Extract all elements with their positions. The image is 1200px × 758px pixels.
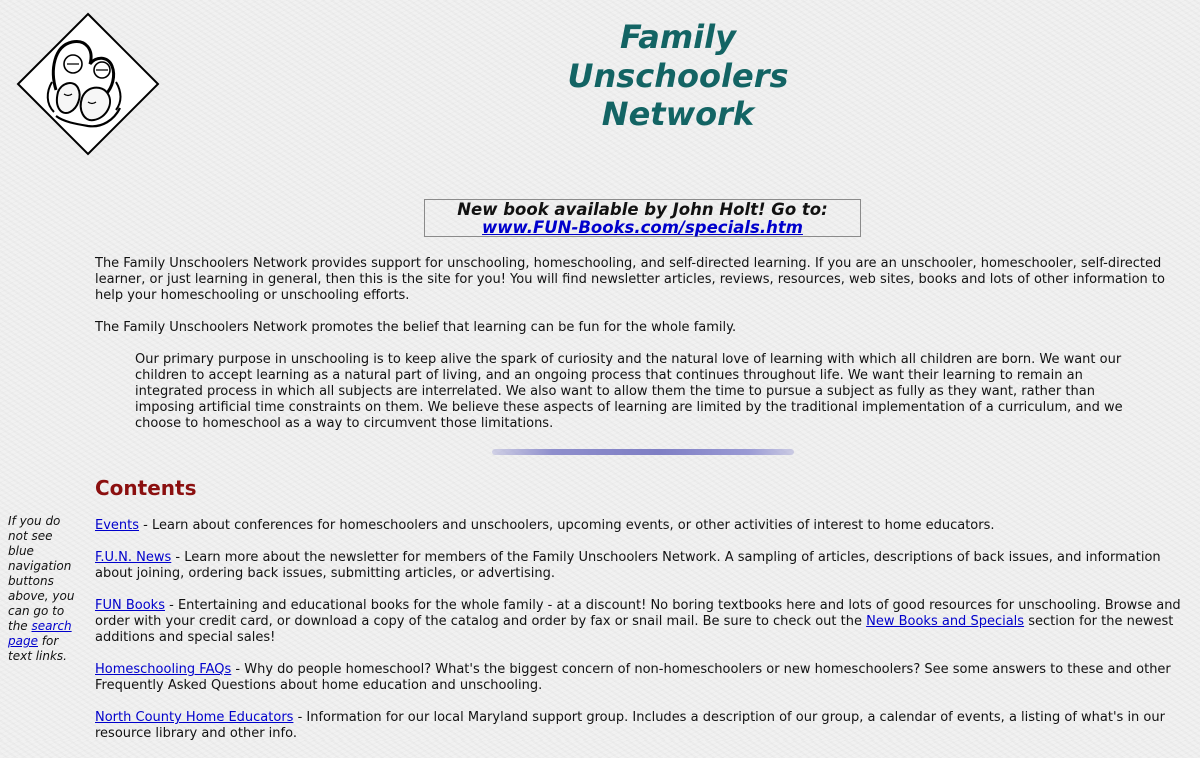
- events-link[interactable]: Events: [95, 518, 140, 533]
- list-item-fun-books: [95, 598, 1195, 646]
- intro-paragraph: The Family Unschoolers Network provides support for unschooling, homeschooling, and self-directed learning. If you are an unschooler, homeschooler, self-directed learner, or just learning in general, then this is the site for you! You will find newsletter articles, reviews, resources, web sites, books and lots of other information to help your homeschooling or unschooling efforts.: [95, 256, 1165, 303]
- divider-line: [492, 449, 794, 455]
- events-description: - Learn about conferences for homeschoolers and unschoolers, upcoming events, or other activities of interest to home educators.: [139, 518, 995, 533]
- sidebar-note: [8, 514, 78, 664]
- faqs-description: - Why do people homeschool? What's the biggest concern of non-homeschoolers or new homeschoolers? See some answers to these and other Frequently Asked Questions about home education and unschooling.: [95, 662, 1171, 693]
- contents-heading: Contents: [95, 476, 197, 500]
- fun-books-description-tail: section for the newest additions and special sales!: [95, 614, 1174, 645]
- fun-books-description: - Entertaining and educational books for the whole family - at a discount! No boring textbooks here and lots of good resources for unschooling. Browse and order with your credit card, or download a copy of the catalog and order by fax or snail mail. Be sure to check out the: [95, 598, 1181, 629]
- site-title: [478, 18, 878, 134]
- announcement-box: [424, 199, 861, 237]
- new-books-specials-link[interactable]: New Books and Specials: [866, 614, 1025, 629]
- contents-list: [95, 518, 1195, 758]
- announcement-text: New book available by John Holt! Go to:: [457, 200, 828, 219]
- fun-news-description: - Learn more about the newsletter for members of the Family Unschoolers Network. A sampling of articles, descriptions of back issues, and information about joining, ordering back issues, submitting articles, or advertising.: [95, 550, 1161, 581]
- list-item-fun-news: [95, 550, 1195, 582]
- specials-link[interactable]: www.FUN-Books.com/specials.htm: [482, 218, 803, 237]
- family-portrait-icon: [16, 12, 160, 156]
- fun-news-link[interactable]: F.U.N. News: [95, 550, 172, 565]
- search-page-link[interactable]: search page: [8, 619, 72, 648]
- site-title-line-3: Network: [601, 95, 755, 133]
- belief-paragraph: The Family Unschoolers Network promotes the belief that learning can be fun for the whole family.: [95, 320, 737, 335]
- purpose-quote: Our primary purpose in unschooling is to keep alive the spark of curiosity and the natural love of learning with which all children are born. We want our children to accept learning as a natural part of living, and an ongoing process that continues throughout life. We want their learning to remain an integrated process in which all subjects are interrelated. We also want to allow them the time to pursue a subject as fully as they want, rather than imposing artificial time constraints on them. We believe these aspects of learning are limited by the traditional implementation of a curriculum, and we choose to homeschool as a way to circumvent those limitations.: [135, 352, 1123, 431]
- sidebar-note-text: If you do not see blue navigation buttons above, you can go to the: [8, 514, 75, 633]
- site-title-line-1: Family: [620, 18, 736, 56]
- fun-books-link[interactable]: FUN Books: [95, 598, 165, 613]
- north-county-description: - Information for our local Maryland support group. Includes a description of our group, a calendar of events, a listing of what's in our resource library and other info.: [95, 710, 1165, 741]
- list-item-faqs: [95, 662, 1195, 694]
- sidebar-note-tail: for text links.: [8, 634, 67, 663]
- list-item-events: [95, 518, 1195, 534]
- homeschooling-faqs-link[interactable]: Homeschooling FAQs: [95, 662, 232, 677]
- site-title-line-2: Unschoolers: [567, 56, 789, 95]
- north-county-link[interactable]: North County Home Educators: [95, 710, 294, 725]
- family-logo[interactable]: [16, 12, 160, 156]
- list-item-north-county: [95, 710, 1195, 742]
